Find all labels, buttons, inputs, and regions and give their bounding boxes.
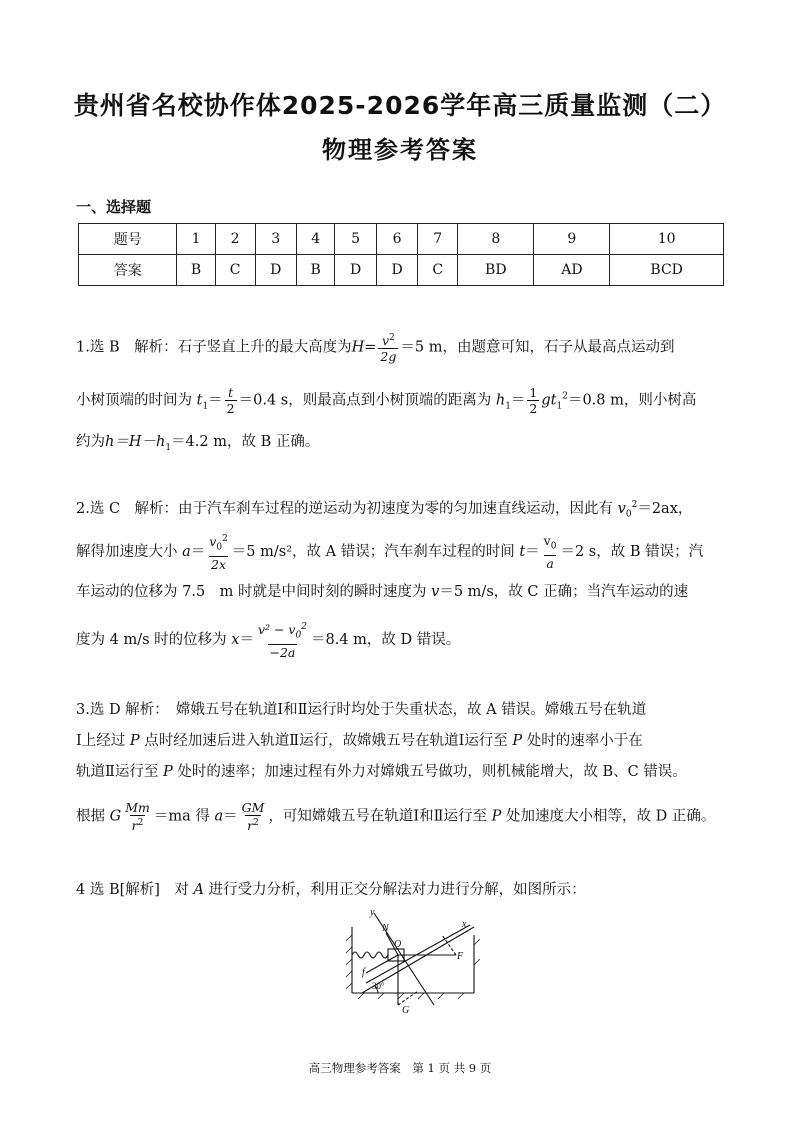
q1-line-3: 约为$h=H-h_1=4.2$ m，故 B 正确。 (76, 434, 320, 453)
page-subtitle: 物理参考答案 (322, 136, 478, 164)
answer-cell: AD (534, 255, 610, 286)
answer-cell: B (297, 255, 335, 286)
q2-line-2: 解得加速度大小 a＝ $\frac{v_0^2}{2x}$ ＝5 m/s²，故 A 错误；汽车刹车过程的时间 t＝ $\frac{v_0}{a}$ ＝2 s，故 B 错误；汽 (76, 533, 704, 572)
q2-line-1: 2.选 C 解析：由于汽车刹车过程的逆运动为初速度为零的匀加速直线运动，因此有 $v_0^2=2ax$， (76, 500, 693, 520)
q3-line-1: 3.选 D 解析： 嫦娥五号在轨道Ⅰ和Ⅱ运行时均处于失重状态，故 A 错误。嫦娥五号在轨道 (76, 702, 647, 718)
page-title: 贵州省名校协作体2025-2026学年高三质量监测（二） (73, 91, 727, 120)
label-angle: 30° (372, 981, 385, 991)
page-footer (0, 1060, 800, 1076)
question-number: 3 (255, 224, 297, 255)
question-number: 10 (610, 224, 724, 255)
question-number: 2 (215, 224, 255, 255)
friction-arrow (366, 955, 398, 973)
q1-line-1: 1.选 B 解析：石子竖直上升的最大高度为H= $\frac{v^2}{2g}$ ＝5 m，由题意可知，石子从最高点运动到 (76, 333, 675, 365)
fraction: $\frac{GM}{r^2}$ (241, 800, 265, 834)
footer-doc-title: 高三物理参考答案 (308, 1061, 401, 1075)
question-number: 5 (335, 224, 377, 255)
question-number: 8 (458, 224, 534, 255)
label-N: N (382, 923, 389, 934)
q3-line-4: 根据 G $\frac{Mm}{r^2}$ ＝ma 得 a＝ $\frac{GM}{r^2}$ ，可知嫦娥五号在轨道Ⅰ和Ⅱ运行至 P 处加速度大小相等，故 D 正确。 (76, 800, 716, 834)
fraction: $\frac{t}{2}$ (226, 385, 235, 416)
label-x: x (462, 919, 467, 930)
fraction: $\frac{v^2 - v_0^2}{-2a}$ (257, 622, 307, 660)
section-heading: 一、选择题 (76, 198, 152, 216)
question-number: 7 (418, 224, 458, 255)
fraction: $\frac{v^2}{2g}$ (380, 333, 397, 365)
question-number: 1 (177, 224, 215, 255)
footer-page-number: 第 1 页 共 9 页 (412, 1061, 492, 1075)
answer-cell: B (177, 255, 215, 286)
fraction: $\frac{v_0}{a}$ (543, 533, 557, 571)
table-row (79, 255, 724, 286)
label-f: f (362, 967, 365, 978)
fraction: $\frac{1}{2}$ (529, 385, 538, 416)
label-O: O (394, 939, 402, 950)
table-row (79, 224, 724, 255)
question-number: 6 (376, 224, 418, 255)
force-diagram (344, 905, 484, 1020)
q3-line-3: 轨道Ⅱ运行至 P 处时的速率；加速过程有外力对嫦娥五号做功，则机械能增大，故 B、C 错误。 (76, 764, 687, 780)
answer-cell: D (376, 255, 418, 286)
q4-line-1: 4 选 B[解析] 对 A 进行受力分析，利用正交分解法对力进行分解，如图所示： (76, 882, 586, 898)
table-header-cell: 答案 (79, 255, 177, 286)
q3-line-2: Ⅰ上经过 P 点时经加速后进入轨道Ⅱ运行，故嫦娥五号在轨道Ⅰ运行至 P 处时的速率小于在 (76, 733, 643, 749)
answer-cell: D (335, 255, 377, 286)
answer-cell: C (215, 255, 255, 286)
answer-cell: D (255, 255, 297, 286)
fraction: $\frac{Mm}{r^2}$ (125, 800, 150, 834)
answer-cell: C (418, 255, 458, 286)
table-header-cell: 题号 (79, 224, 177, 255)
question-number: 4 (297, 224, 335, 255)
label-G: G (402, 1005, 410, 1016)
q2-line-4: 度为 4 m/s 时的位移为 x＝ $\frac{v^2 - v_0^2}{-2a}$ ＝8.4 m，故 D 错误。 (76, 622, 461, 660)
label-y: y (370, 907, 375, 918)
q1-line-2: 小树顶端的时间为 $t_1=$ $\frac{t}{2}$ ＝0.4 s，则最高点到小树顶端的距离为 $h_1=$ $\frac{1}{2}$ $gt_1^2=0.8$ m，则小树高 (76, 385, 697, 416)
label-F: F (457, 951, 464, 962)
answer-cell: BCD (610, 255, 724, 286)
hatching (346, 935, 480, 999)
answer-table (78, 223, 724, 286)
spring (352, 952, 388, 958)
q2-line-3: 车运动的位移为 7.5 m 时就是中间时刻的瞬时速度为 v＝5 m/s，故 C 正确；当汽车运动的速 (76, 584, 689, 600)
answer-cell: BD (458, 255, 534, 286)
fraction: $\frac{v_0^2}{2x}$ (209, 534, 228, 572)
question-number: 9 (534, 224, 610, 255)
